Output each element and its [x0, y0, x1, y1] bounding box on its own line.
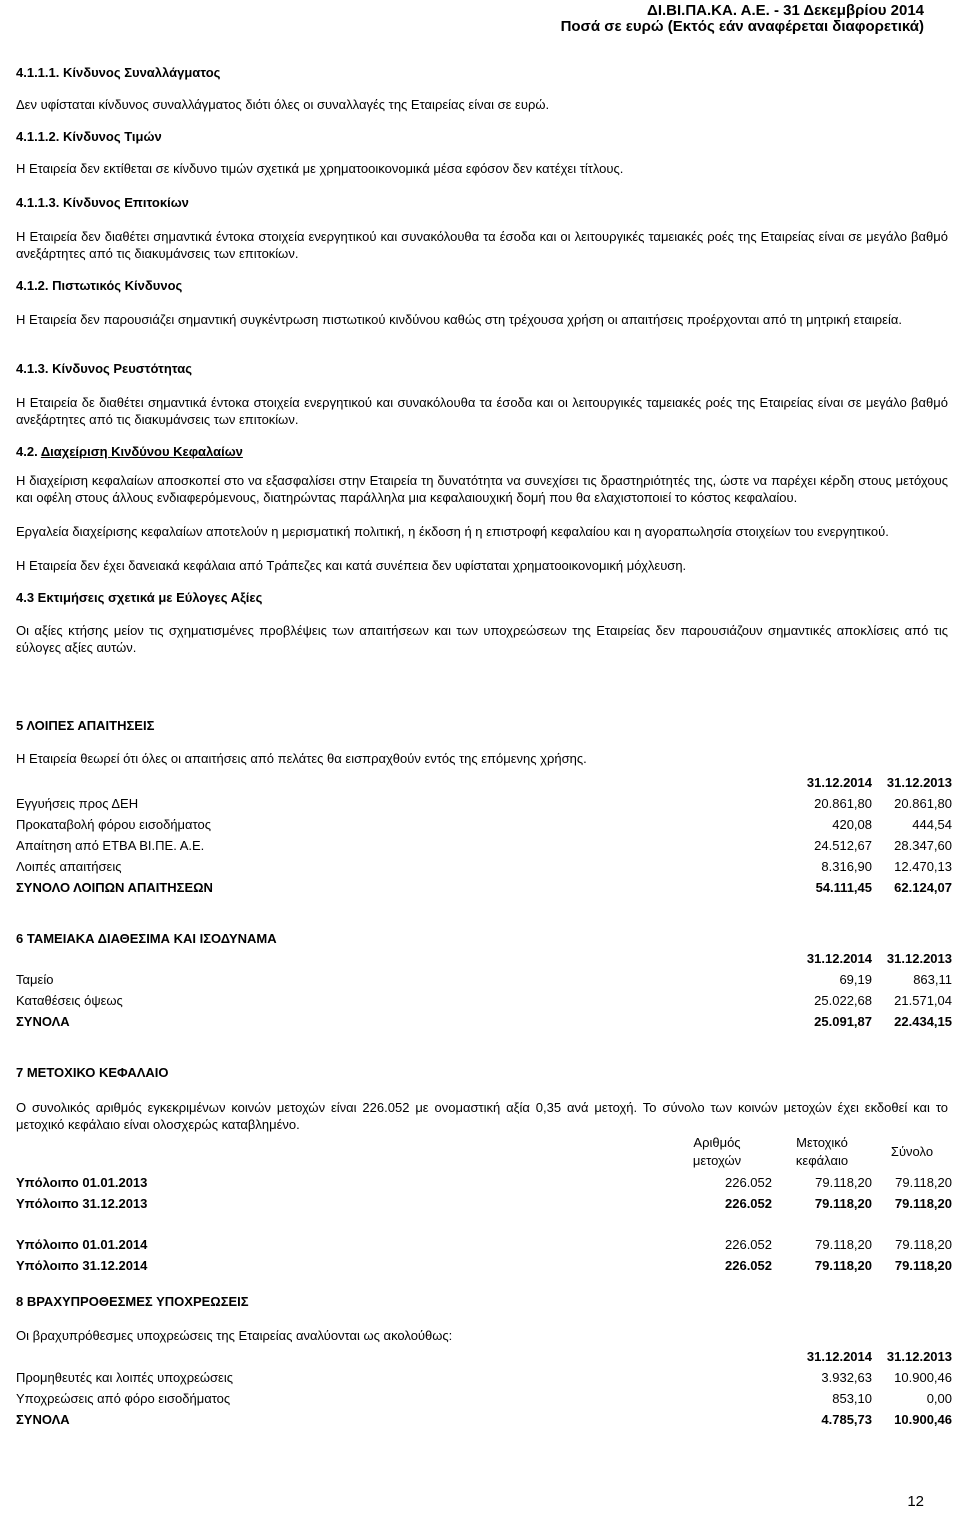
row-label: Απαίτηση από ΕΤΒΑ ΒΙ.ΠΕ. Α.Ε. — [16, 838, 205, 853]
total-value-2014: 25.091,87 — [814, 1014, 872, 1029]
row-value-shares: 226.052 — [725, 1237, 772, 1252]
row-value-2013: 28.347,60 — [894, 838, 952, 853]
section-412-text: Η Εταιρεία δεν παρουσιάζει σημαντική συγκέντρωση πιστωτικού κινδύνου καθώς στη τρέχουσα χρήση οι απαιτήσεις προέρχονται από τη μητρική εταιρεία. — [16, 312, 902, 327]
section-43-text: Οι αξίες κτήσης μείον τις σχηματισμένες προβλέψεις των απαιτήσεων και των υποχρεώσεων της Εταιρείας δεν παρουσιάζουν σημαντικές αποκλίσεις από τις εύλογες αξίες αυτών. — [16, 623, 948, 655]
row-label: Εγγυήσεις προς ΔΕΗ — [16, 796, 139, 811]
row-label: Υπόλοιπο 01.01.2013 — [16, 1175, 148, 1190]
section-5-title: 5 ΛΟΙΠΕΣ ΑΠΑΙΤΗΣΕΙΣ — [16, 718, 155, 733]
share-capital-table — [16, 1134, 956, 1276]
row-value-shares: 226.052 — [725, 1258, 772, 1273]
section-4113-number: 4.1.1.3. — [16, 195, 60, 210]
section-4112-text: Η Εταιρεία δεν εκτίθεται σε κίνδυνο τιμών σχετικά με χρηματοοικονομικά μέσα εφόσον δεν κατέχει τίτλους. — [16, 161, 624, 176]
column-header-capital-line2: κεφάλαιο — [795, 1153, 849, 1168]
row-value-2013: 20.861,80 — [894, 796, 952, 811]
section-413-title — [16, 360, 948, 377]
section-42-paragraph-2: Εργαλεία διαχείρισης κεφαλαίων αποτελούν η μερισματική πολιτική, η έκδοση ή η επιστροφή κεφαλαίου και η αγοραπωλησία στοιχείων του ενεργητικού. — [16, 524, 889, 539]
section-412-title — [16, 277, 948, 294]
row-label: Υπόλοιπο 31.12.2014 — [16, 1258, 148, 1273]
column-header-shares-line1: Αριθμός — [693, 1135, 741, 1150]
row-value-total: 79.118,20 — [895, 1175, 952, 1190]
column-header-capital — [772, 1134, 872, 1170]
total-row — [16, 1011, 956, 1032]
total-value-2014: 4.785,73 — [821, 1412, 872, 1427]
section-4113-text: Η Εταιρεία δεν διαθέτει σημαντικά έντοκα στοιχεία ενεργητικού και συνακόλουθα τα έσοδα και οι λειτουργικές ταμειακές ροές της Εταιρείας είναι σε μεγάλο βαθμό ανεξάρτητες από τις διακυμάνσεις των επιτοκίων. — [16, 229, 948, 261]
row-value-2014: 420,08 — [832, 817, 872, 832]
row-label: Λοιπές απαιτήσεις — [16, 859, 122, 874]
row-value-2014: 25.022,68 — [814, 993, 872, 1008]
table-row — [16, 1172, 956, 1193]
row-value-2014: 69,19 — [839, 972, 872, 987]
row-label: Ταμείο — [16, 972, 54, 987]
row-label: Υπόλοιπο 31.12.2013 — [16, 1196, 148, 1211]
section-413-text: Η Εταιρεία δε διαθέτει σημαντικά έντοκα στοιχεία ενεργητικού και συνακόλουθα τα έσοδα και οι λειτουργικές ταμειακές ροές της Εταιρείας είναι σε μεγάλο βαθμό ανεξάρτητες από τις διακυμάνσεις των επιτοκίων. — [16, 395, 948, 427]
table-row — [16, 1255, 956, 1276]
column-header-2014: 31.12.2014 — [806, 775, 872, 790]
row-value-total: 79.118,20 — [894, 1258, 952, 1273]
table-row — [16, 1367, 956, 1388]
table-row — [16, 1193, 956, 1214]
table-row — [16, 793, 956, 814]
total-label: ΣΥΝΟΛΑ — [16, 1014, 70, 1029]
row-value-capital: 79.118,20 — [815, 1175, 872, 1190]
section-4113-title — [16, 194, 948, 211]
row-label: Υπόλοιπο 01.01.2014 — [16, 1237, 148, 1252]
section-42-paragraph-3: Η Εταιρεία δεν έχει δανειακά κεφάλαια από Τράπεζες και κατά συνέπεια δεν υφίσταται χρηματοοικονομική μόχλευση. — [16, 558, 687, 573]
section-4111-text: Δεν υφίσταται κίνδυνος συναλλάγματος διότι όλες οι συναλλαγές της Εταιρείας είναι σε ευρώ. — [16, 97, 550, 112]
total-value-2014: 54.111,45 — [815, 880, 872, 895]
row-value-2014: 3.932,63 — [821, 1370, 872, 1385]
row-value-2013: 12.470,13 — [894, 859, 952, 874]
section-4113-heading: Κίνδυνος Επιτοκίων — [63, 195, 189, 210]
row-value-capital: 79.118,20 — [814, 1258, 872, 1273]
table-header-row — [16, 772, 956, 793]
row-value-2013: 0,00 — [926, 1391, 952, 1406]
total-label: ΣΥΝΟΛΑ — [16, 1412, 70, 1427]
row-label: Προκαταβολή φόρου εισοδήματος — [16, 817, 211, 832]
section-6-heading: 6 ΤΑΜΕΙΑΚΑ ΔΙΑΘΕΣΙΜΑ ΚΑΙ ΙΣΟΔΥΝΑΜΑ — [16, 931, 277, 946]
row-value-2013: 444,54 — [912, 817, 952, 832]
row-value-total: 79.118,20 — [895, 1237, 952, 1252]
table-row — [16, 969, 956, 990]
total-label: ΣΥΝΟΛΟ ΛΟΙΠΩΝ ΑΠΑΙΤΗΣΕΩΝ — [16, 880, 213, 895]
row-value-2014: 24.512,67 — [814, 838, 872, 853]
total-row — [16, 877, 956, 898]
row-value-capital: 79.118,20 — [815, 1237, 872, 1252]
short-term-liabilities-table — [16, 1346, 956, 1430]
table-header-row — [16, 948, 956, 969]
table-header-row — [16, 1134, 956, 1172]
header-currency-note: Ποσά σε ευρώ (Εκτός εάν αναφέρεται διαφορετικά) — [560, 18, 924, 35]
row-value-total: 79.118,20 — [894, 1196, 952, 1211]
row-value-2014: 20.861,80 — [814, 796, 872, 811]
cash-table — [16, 948, 956, 1032]
section-413-heading: Κίνδυνος Ρευστότητας — [52, 361, 192, 376]
section-42-heading: Διαχείριση Κινδύνου Κεφαλαίων — [40, 444, 243, 459]
table-row — [16, 856, 956, 877]
section-42-paragraph-1: Η διαχείριση κεφαλαίων αποσκοπεί στο να εξασφαλίσει στην Εταιρεία τη δυνατότητα να συνεχίσει τις δραστηριότητές της, ώστε να παρέχει κέρδη στους μετόχους και οφέλη στους άλλους ενδιαφερόμενους, διατηρώντας παράλληλα μια κεφαλαιουχική δομή που θα ελαχιστοποιεί το κόστος κεφαλαίου. — [16, 473, 948, 505]
row-value-2014: 853,10 — [832, 1391, 872, 1406]
section-7-text: Ο συνολικός αριθμός εγκεκριμένων κοινών μετοχών είναι 226.052 με ονομαστική αξία 0,35 ανά μετοχή. Το σύνολο των κοινών μετοχών έχει εκδοθεί και το μετοχικό κεφάλαιο είναι ολοσχερώς καταβλημένο. — [16, 1100, 948, 1132]
table-row — [16, 1234, 956, 1255]
row-value-2013: 10.900,46 — [894, 1370, 952, 1385]
column-header-shares — [662, 1134, 772, 1170]
table-header-row — [16, 1346, 956, 1367]
row-value-2014: 8.316,90 — [821, 859, 872, 874]
section-412-heading: Πιστωτικός Κίνδυνος — [52, 278, 183, 293]
table-row — [16, 990, 956, 1011]
row-label: Καταθέσεις όψεως — [16, 993, 123, 1008]
section-42-title — [16, 443, 948, 460]
section-4112-title: 4.1.1.2. Κίνδυνος Τιμών — [16, 129, 162, 144]
table-row — [16, 1388, 956, 1409]
section-7-title: 7 ΜΕΤΟΧΙΚΟ ΚΕΦΑΛΑΙΟ — [16, 1065, 169, 1080]
column-header-total: Σύνολο — [890, 1144, 934, 1159]
row-value-2013: 863,11 — [913, 972, 952, 987]
row-value-2013: 21.571,04 — [894, 993, 952, 1008]
column-header-shares-line2: μετοχών — [692, 1153, 742, 1168]
section-5-text: Η Εταιρεία θεωρεί ότι όλες οι απαιτήσεις από πελάτες θα εισπραχθούν εντός της επόμενης χρήσης. — [16, 751, 587, 766]
total-value-2013: 62.124,07 — [894, 880, 952, 895]
row-value-shares: 226.052 — [725, 1175, 772, 1190]
row-value-shares: 226.052 — [725, 1196, 772, 1211]
row-label: Προμηθευτές και λοιπές υποχρεώσεις — [16, 1370, 234, 1385]
section-8-text: Οι βραχυπρόθεσμες υποχρεώσεις της Εταιρείας αναλύονται ως ακολούθως: — [16, 1328, 453, 1343]
receivables-table — [16, 772, 956, 898]
section-42-number: 4.2. — [16, 444, 38, 459]
column-header-2014: 31.12.2014 — [806, 1349, 872, 1364]
section-4111-title: 4.1.1.1. Κίνδυνος Συναλλάγματος — [16, 65, 221, 80]
section-6-title — [16, 930, 948, 947]
section-413-number: 4.1.3. — [16, 361, 49, 376]
total-value-2013: 22.434,15 — [894, 1014, 952, 1029]
row-value-capital: 79.118,20 — [814, 1196, 872, 1211]
column-header-capital-line1: Μετοχικό — [796, 1135, 848, 1150]
section-8-title: 8 ΒΡΑΧΥΠΡΟΘΕΣΜΕΣ ΥΠΟΧΡΕΩΣΕΙΣ — [16, 1294, 249, 1309]
section-43-title: 4.3 Εκτιμήσεις σχετικά με Εύλογες Αξίες — [16, 590, 263, 605]
column-header-2013: 31.12.2013 — [886, 775, 952, 790]
header-company-date: ΔΙ.ΒΙ.ΠΑ.ΚΑ. Α.Ε. - 31 Δεκεμβρίου 2014 — [647, 2, 924, 19]
column-header-2014: 31.12.2014 — [806, 951, 872, 966]
page-number: 12 — [907, 1493, 924, 1510]
section-412-number: 4.1.2. — [16, 278, 49, 293]
total-row — [16, 1409, 956, 1430]
table-row — [16, 835, 956, 856]
row-label: Υποχρεώσεις από φόρο εισοδήματος — [16, 1391, 231, 1406]
table-row — [16, 814, 956, 835]
total-value-2013: 10.900,46 — [894, 1412, 952, 1427]
column-header-2013: 31.12.2013 — [886, 1349, 952, 1364]
column-header-2013: 31.12.2013 — [886, 951, 952, 966]
